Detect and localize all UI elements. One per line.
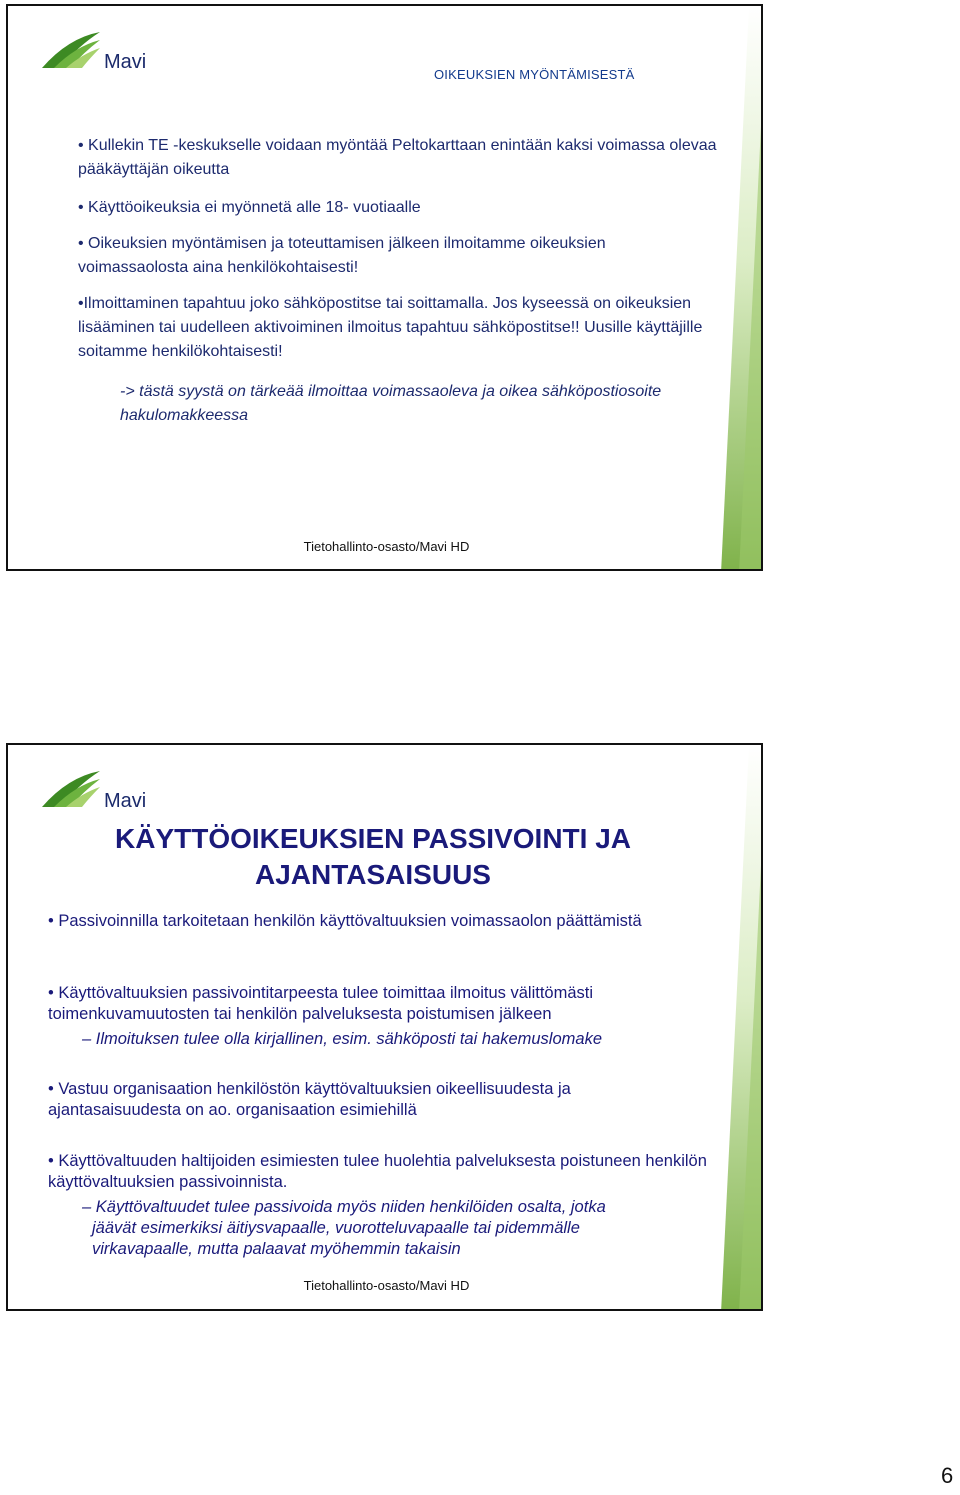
slide-footer: Tietohallinto-osasto/Mavi HD bbox=[303, 539, 470, 554]
slide-2 bbox=[6, 743, 763, 1311]
logo-text: Mavi bbox=[104, 790, 147, 812]
mavi-logo bbox=[38, 767, 168, 815]
bullet-3: • Vastuu organisaation henkilöstön käyttövaltuuksien oikeellisuudesta ja ajantasaisuudesta on ao. organisaation esimiehillä bbox=[48, 1080, 571, 1119]
note-text: -> tästä syystä on tärkeää ilmoittaa voimassaoleva ja oikea sähköpostiosoite hakulomakkeessa bbox=[120, 383, 662, 424]
sub-bullet-2-line-1: – Käyttövaltuudet tulee passivoida myös niiden henkilöiden osalta, jotka bbox=[82, 1198, 606, 1216]
mavi-logo bbox=[38, 28, 168, 76]
sub-bullet-1: – Ilmoituksen tulee olla kirjallinen, esim. sähköposti tai hakemuslomake bbox=[82, 1030, 602, 1048]
sub-bullet-2-line-2: jäävät esimerkiksi äitiysvapaalle, vuorotteluvapaalle tai pidemmälle bbox=[92, 1219, 580, 1237]
bullet-4: • Käyttövaltuuden haltijoiden esimiesten tulee huolehtia palveluksesta poistuneen henkilön käyttövaltuuksien passivoinnista. bbox=[48, 1152, 707, 1191]
bullet-1: • Kullekin TE -keskukselle voidaan myöntää Peltokarttaan enintään kaksi voimassa olevaa pääkäyttäjän oikeutta bbox=[78, 137, 717, 178]
page-number: 6 bbox=[941, 1463, 954, 1488]
green-stripe-decoration bbox=[721, 6, 761, 571]
bullet-2: • Käyttövaltuuksien passivointitarpeesta tulee toimittaa ilmoitus välittömästi toimenkuvamuutosten tai henkilön palveluksesta poistumisen jälkeen bbox=[48, 984, 594, 1023]
bullet-3: • Oikeuksien myöntämisen ja toteuttamisen jälkeen ilmoitamme oikeuksien voimassaolosta aina henkilökohtaisesti! bbox=[78, 235, 606, 276]
green-stripe-decoration bbox=[721, 745, 761, 1311]
slide-title-line-2: AJANTASAISUUS bbox=[255, 859, 491, 890]
slide-header-title: OIKEUKSIEN MYÖNTÄMISESTÄ bbox=[434, 67, 635, 82]
bullet-2: • Käyttöoikeuksia ei myönnetä alle 18- vuotiaalle bbox=[78, 199, 421, 216]
bullet-4: •Ilmoittaminen tapahtuu joko sähköpostitse tai soittamalla. Jos kyseessä on oikeuksien lisääminen tai uudelleen aktivoiminen ilmoitus tapahtuu sähköpostitse!! Uusille käyttäjille soitamme henkilökohtaisesti! bbox=[78, 295, 703, 360]
slide-1 bbox=[6, 4, 763, 571]
bullet-1: • Passivoinnilla tarkoitetaan henkilön käyttövaltuuksien voimassaolon päättämistä bbox=[48, 912, 642, 930]
slide-title-line-1: KÄYTTÖOIKEUKSIEN PASSIVOINTI JA bbox=[115, 823, 631, 854]
logo-text: Mavi bbox=[104, 51, 147, 73]
sub-bullet-2-line-3: virkavapaalle, mutta palaavat myöhemmin takaisin bbox=[92, 1240, 461, 1258]
sub-bullet-2 bbox=[82, 1197, 722, 1260]
slide-footer: Tietohallinto-osasto/Mavi HD bbox=[303, 1278, 470, 1293]
slide-title bbox=[58, 821, 688, 893]
